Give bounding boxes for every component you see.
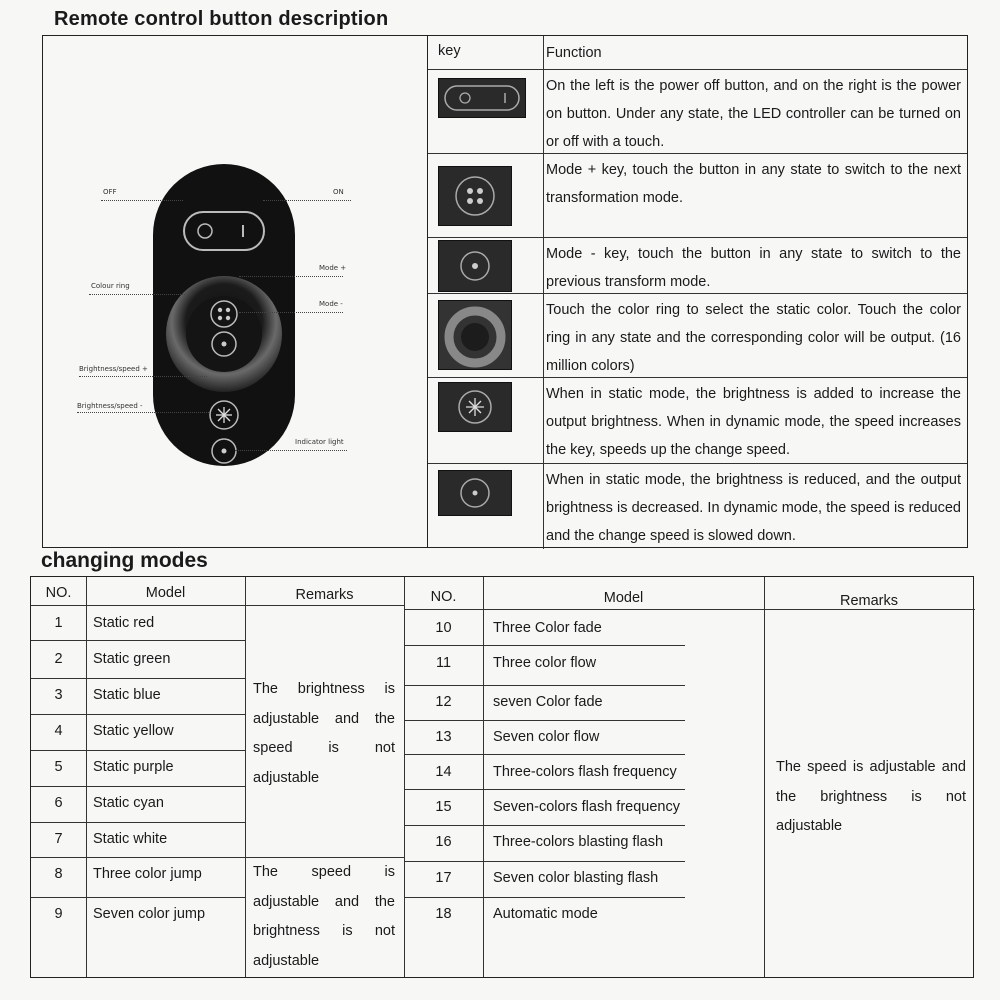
mode-number: 3 xyxy=(54,687,63,703)
function-text: Touch the color ring to select the static color. Touch the color ring in any state and the corresponding color will be output. (16 million colors) xyxy=(546,302,961,374)
mode-number: 10 xyxy=(435,620,452,636)
row-divider xyxy=(404,789,685,790)
mode-number: 2 xyxy=(54,651,63,667)
leader-on xyxy=(263,200,351,201)
row-divider xyxy=(404,897,685,898)
row-divider xyxy=(31,605,404,606)
leader-off xyxy=(101,200,183,201)
label-indicator: Indicator light xyxy=(295,438,344,446)
mode-number: 4 xyxy=(54,723,63,739)
brightness-down-icon xyxy=(438,470,512,516)
leader-indicator xyxy=(235,450,347,451)
modes-title: changing modes xyxy=(41,549,208,572)
mode-number: 17 xyxy=(435,870,452,886)
row-divider xyxy=(31,714,245,715)
mode-number: 18 xyxy=(435,906,452,922)
row-divider xyxy=(31,857,404,858)
function-text: Mode - key, touch the button in any state to switch to the previous transform mode. xyxy=(546,246,961,290)
row-divider xyxy=(31,786,245,787)
leader-mode-plus xyxy=(239,276,343,277)
label-brightness-down: Brightness/speed - xyxy=(77,402,143,410)
mode-name: Static green xyxy=(93,651,171,667)
key-header: key xyxy=(428,36,544,69)
row-divider xyxy=(31,640,245,641)
leader-brightness-up xyxy=(79,376,207,377)
row-divider xyxy=(404,720,685,721)
key-function-table xyxy=(428,36,967,547)
mode-name: Seven color blasting flash xyxy=(493,870,659,886)
mode-name: Three-colors flash frequency xyxy=(493,764,677,780)
mode-number: 7 xyxy=(54,831,63,847)
mode-name: Static cyan xyxy=(93,795,164,811)
key-row xyxy=(428,294,967,378)
row-divider xyxy=(31,678,245,679)
leader-colour-ring xyxy=(89,294,185,295)
remote-description-section xyxy=(42,35,968,548)
key-row xyxy=(428,238,967,294)
row-divider xyxy=(404,609,975,610)
function-text: Mode + key, touch the button in any state to switch to the next transformation mode. xyxy=(546,162,961,206)
mode-number: 16 xyxy=(435,834,452,850)
mode-name: Static red xyxy=(93,615,155,631)
mode-number: 8 xyxy=(54,866,63,882)
key-table-header xyxy=(428,36,967,70)
function-text: On the left is the power off button, and on the right is the power on button. Under any state, the LED controller can be turned on or off with a touch. xyxy=(546,78,961,150)
row-divider xyxy=(404,645,685,646)
mode-number: 5 xyxy=(54,759,63,775)
mode-number: 13 xyxy=(435,729,452,745)
mode-name: Static white xyxy=(93,831,168,847)
mode-number: 15 xyxy=(435,799,452,815)
header-remarks: Remarks xyxy=(839,593,898,609)
function-text: When in static mode, the brightness is reduced, and the output brightness is decreased. In dynamic mode, the speed is reduced and the change speed is slowed down. xyxy=(546,472,961,544)
row-divider xyxy=(404,754,685,755)
row-divider xyxy=(404,825,685,826)
remark-jump: The speed is adjustable and the brightness is not adjustable xyxy=(253,864,395,969)
function-header: Function xyxy=(546,45,602,61)
label-mode-minus: Mode - xyxy=(319,300,343,308)
mode-number: 1 xyxy=(54,615,63,631)
brightness-up-icon xyxy=(438,382,512,432)
header-no: NO. xyxy=(430,589,457,605)
row-divider xyxy=(404,861,685,862)
leader-mode-minus xyxy=(239,312,343,313)
header-remarks: Remarks xyxy=(295,587,354,603)
mode-name: Three-colors blasting flash xyxy=(493,834,664,850)
header-no: NO. xyxy=(45,585,72,601)
label-off: OFF xyxy=(103,188,117,196)
mode-name: Static blue xyxy=(93,687,161,703)
label-colour-ring: Colour ring xyxy=(91,282,130,290)
mode-name: Three color jump xyxy=(93,866,202,882)
mode-number: 11 xyxy=(435,655,452,671)
mode-number: 12 xyxy=(435,694,452,710)
row-divider xyxy=(31,750,245,751)
key-row xyxy=(428,154,967,238)
key-row xyxy=(428,70,967,154)
mode-number: 9 xyxy=(54,906,63,922)
mode-name: Seven color flow xyxy=(493,729,600,745)
row-divider xyxy=(404,685,685,686)
header-model: Model xyxy=(145,585,186,601)
key-row xyxy=(428,464,967,549)
mode-name: Three Color fade xyxy=(493,620,602,636)
mode-name: Seven-colors flash frequency xyxy=(493,799,680,815)
mode-plus-icon xyxy=(438,166,512,226)
remote-illustration xyxy=(43,36,428,547)
power-toggle-icon xyxy=(438,78,526,118)
mode-name: seven Color fade xyxy=(493,694,603,710)
mode-name: Three color flow xyxy=(493,655,597,671)
page-title: Remote control button description xyxy=(54,8,389,30)
mode-name: Seven color jump xyxy=(93,906,206,922)
mode-number: 14 xyxy=(435,764,452,780)
row-divider xyxy=(31,822,245,823)
mode-name: Static yellow xyxy=(93,723,174,739)
label-brightness-up: Brightness/speed + xyxy=(79,365,148,373)
remark-static: The brightness is adjustable and the speed is not adjustable xyxy=(253,681,395,786)
label-mode-plus: Mode + xyxy=(319,264,347,272)
remote-body xyxy=(153,164,295,466)
label-on: ON xyxy=(333,188,344,196)
modes-table xyxy=(30,576,974,978)
remark-dynamic: The speed is adjustable and the brightness is not adjustable xyxy=(776,759,966,834)
key-row xyxy=(428,378,967,464)
mode-minus-icon xyxy=(438,240,512,292)
mode-name: Automatic mode xyxy=(493,906,598,922)
remote-buttons-graphic xyxy=(153,164,295,466)
row-divider xyxy=(31,897,245,898)
mode-number: 6 xyxy=(54,795,63,811)
function-text: When in static mode, the brightness is added to increase the output brightness. When in dynamic mode, the speed increases the key, speeds up the change speed. xyxy=(546,386,961,458)
color-ring-icon xyxy=(438,300,512,370)
leader-brightness-down xyxy=(77,412,209,413)
mode-name: Static purple xyxy=(93,759,174,775)
header-model: Model xyxy=(603,590,644,606)
